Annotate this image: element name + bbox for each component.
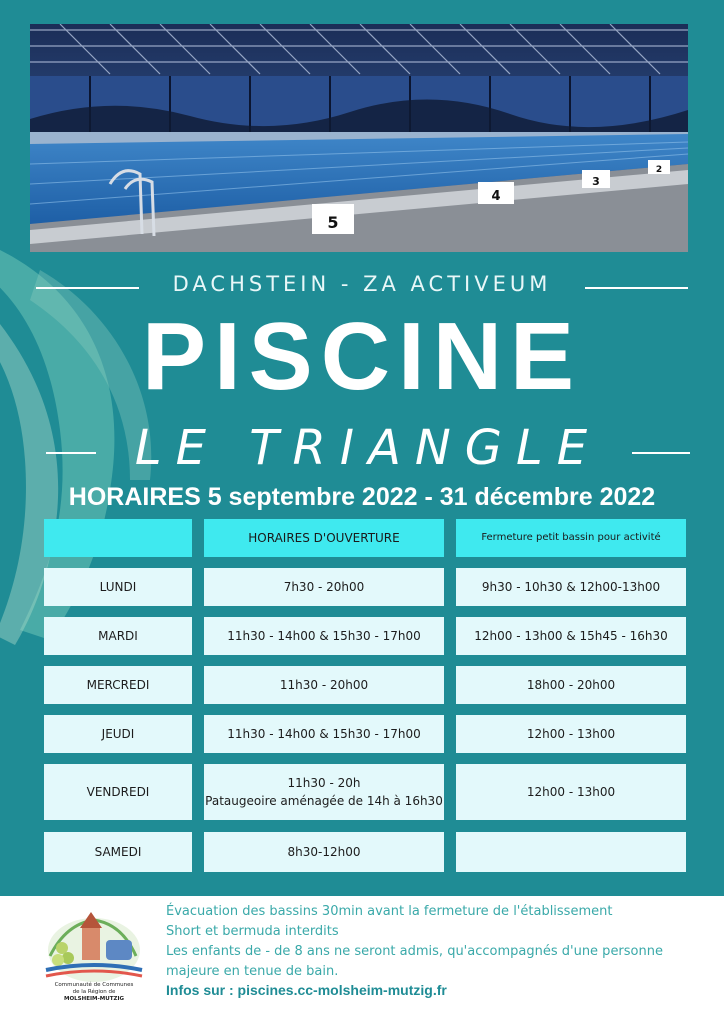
page-title: PISCINE [141,303,583,410]
table-cell-closure: 12h00 - 13h00 [456,764,686,820]
divider-line-right [632,452,690,454]
divider-line-right [585,287,688,289]
table-header-opening-hours: HORAIRES D'OUVERTURE [204,519,444,557]
footer [0,896,724,1024]
hours-heading: HORAIRES 5 septembre 2022 - 31 décembre 2022 [68,483,656,511]
table-cell-day: MARDI [44,617,192,655]
table-header-closure: Fermeture petit bassin pour activité [456,519,686,557]
table-cell-closure: 18h00 - 20h00 [456,666,686,704]
table-cell-closure: 12h00 - 13h00 [456,715,686,753]
logo-caption-line: MOLSHEIM-MUTZIG [63,996,125,1002]
info-link[interactable]: Infos sur : piscines.cc-molsheim-mutzig.fr [166,982,447,998]
lane-number-4: 4 [491,189,501,204]
footer-notes [166,902,706,982]
note-children: Les enfants de - de 8 ans ne seront admis, qu'accompagnés d'une personne majeure en tenue de bain. [166,944,663,979]
logo-emblem-icon [36,904,152,984]
table-cell-opening: 11h30 - 14h00 & 15h30 - 17h00 [204,617,444,655]
table-cell-day: JEUDI [44,715,192,753]
table-cell-day: SAMEDI [44,832,192,872]
pool-photo [30,24,688,252]
lane-number-3: 3 [592,175,600,188]
lane-number-5: 5 [327,213,339,232]
table-cell-day: LUNDI [44,568,192,606]
table-cell-day: VENDREDI [44,764,192,820]
lane-number-2: 2 [655,165,663,175]
note-swimwear: Short et bermuda interdits [166,924,339,939]
table-cell-day: MERCREDI [44,666,192,704]
logo-caption-line: Communauté de Communes [54,982,134,988]
note-evacuation: Évacuation des bassins 30min avant la fermeture de l'établissement [166,904,613,919]
table-cell-opening: 11h30 - 20h00 [204,666,444,704]
location-text: DACHSTEIN - ZA ACTIVEUM [172,272,552,296]
table-cell-closure: 12h00 - 13h00 & 15h45 - 16h30 [456,617,686,655]
opening-hours-note: Pataugeoire aménagée de 14h à 16h30 [205,794,443,808]
logo-caption-line: de la Région de [72,989,116,995]
opening-hours-line: 11h30 - 20h [287,776,361,790]
location-row [36,268,688,304]
page-subtitle: LE TRIANGLE [134,420,602,476]
subtitle-row [46,418,690,478]
table-cell-opening: 8h30-12h00 [204,832,444,872]
logo-caption [36,982,152,1003]
table-cell-opening [204,764,444,820]
table-cell-closure: 9h30 - 10h30 & 12h00-13h00 [456,568,686,606]
table-cell-opening: 11h30 - 14h00 & 15h30 - 17h00 [204,715,444,753]
table-header-empty [44,519,192,557]
table-cell-closure [456,832,686,872]
community-logo [36,904,152,1016]
table-cell-opening: 7h30 - 20h00 [204,568,444,606]
